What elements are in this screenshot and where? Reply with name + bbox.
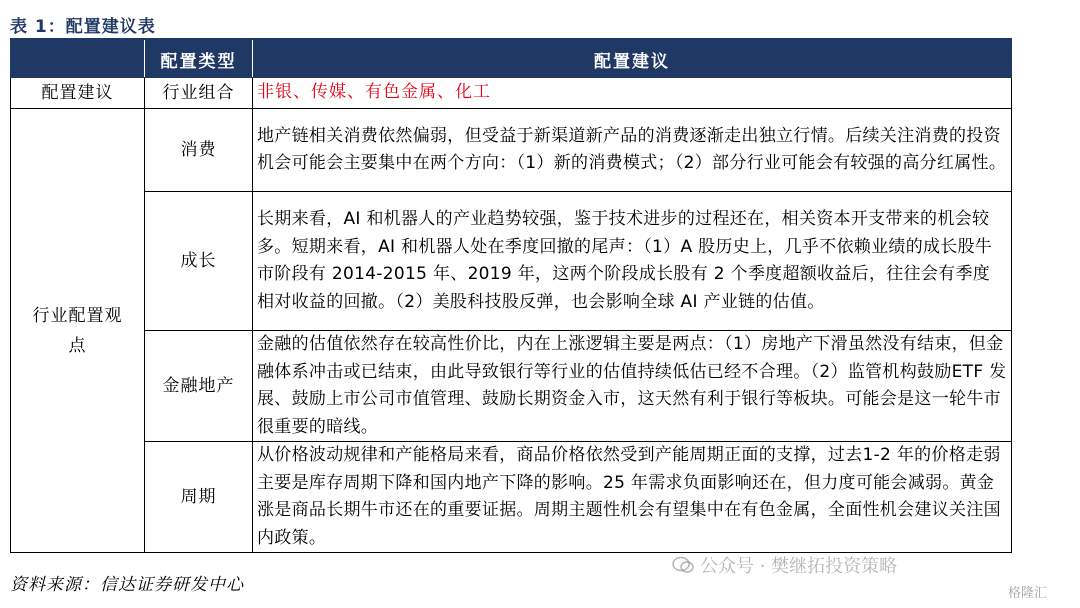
table-row <box>11 192 1012 331</box>
watermark <box>672 552 897 578</box>
watermark-secondary: 格隆汇 <box>1008 586 1048 601</box>
row-text-cyclical: 从价格波动规律和产能格局来看，商品价格依然受到产能周期正面的支撑，过去1-2 年的价格走弱主要是库存周期下降和国内地产下降的影响。25 年需求负面影响还在，但力度可能会减弱。黄金涨是商品长期牛市还在的重要证据。周期主题性机会有望集中在有色金属，全面性机会建议关注国内政策。 <box>253 442 1012 553</box>
industry-view-label: 行业配置观点 <box>11 109 145 553</box>
header-config-type: 配置类型 <box>145 41 253 78</box>
row-type-finance: 金融地产 <box>145 331 253 442</box>
config-value: 非银、传媒、有色金属、化工 <box>253 78 1012 109</box>
row-type-cyclical: 周期 <box>145 442 253 553</box>
table-row <box>11 331 1012 442</box>
allocation-table <box>10 40 1012 553</box>
table-header-row <box>11 41 1012 78</box>
table-row <box>11 442 1012 553</box>
row-type-consumption: 消费 <box>145 109 253 192</box>
row-text-finance: 金融的估值依然存在较高性价比，内在上涨逻辑主要是两点：（1）房地产下滑虽然没有结束，但金融体系冲击或已结束，由此导致银行等行业的估值持续低估已经不合理。（2）监管机构鼓励ETF 发展、鼓励上市公司市值管理、鼓励长期资金入市，这天然有利于银行等板块。可能会是这一轮牛市很重要的暗线。 <box>253 331 1012 442</box>
config-label: 配置建议 <box>11 78 145 109</box>
watermark-text: 公众号 · 樊继拓投资策略 <box>700 556 898 577</box>
config-row <box>11 78 1012 109</box>
row-text-growth: 长期来看，AI 和机器人的产业趋势较强，鉴于技术进步的过程还在，相关资本开支带来的机会较多。短期来看，AI 和机器人处在季度回撤的尾声：（1）A 股历史上，几乎不依赖业绩的成长股牛市阶段有 2014-2015 年、2019 年，这两个阶段成长股有 2 个季度超额收益后，往往会有季度相对收益的回撤。（2）美股科技股反弹，也会影响全球 AI 产业链的估值。 <box>253 192 1012 331</box>
row-text-consumption: 地产链相关消费依然偏弱，但受益于新渠道新产品的消费逐渐走出独立行情。后续关注消费的投资机会可能会主要集中在两个方向：（1）新的消费模式；（2）部分行业可能会有较强的高分红属性。 <box>253 109 1012 192</box>
source-note: 资料来源：信达证券研发中心 <box>10 575 244 595</box>
header-blank <box>11 41 145 78</box>
row-type-growth: 成长 <box>145 192 253 331</box>
wechat-icon <box>672 556 694 574</box>
table-row <box>11 109 1012 192</box>
table-title: 表 1：配置建议表 <box>10 17 156 37</box>
config-type: 行业组合 <box>145 78 253 109</box>
header-config-advice: 配置建议 <box>253 41 1012 78</box>
